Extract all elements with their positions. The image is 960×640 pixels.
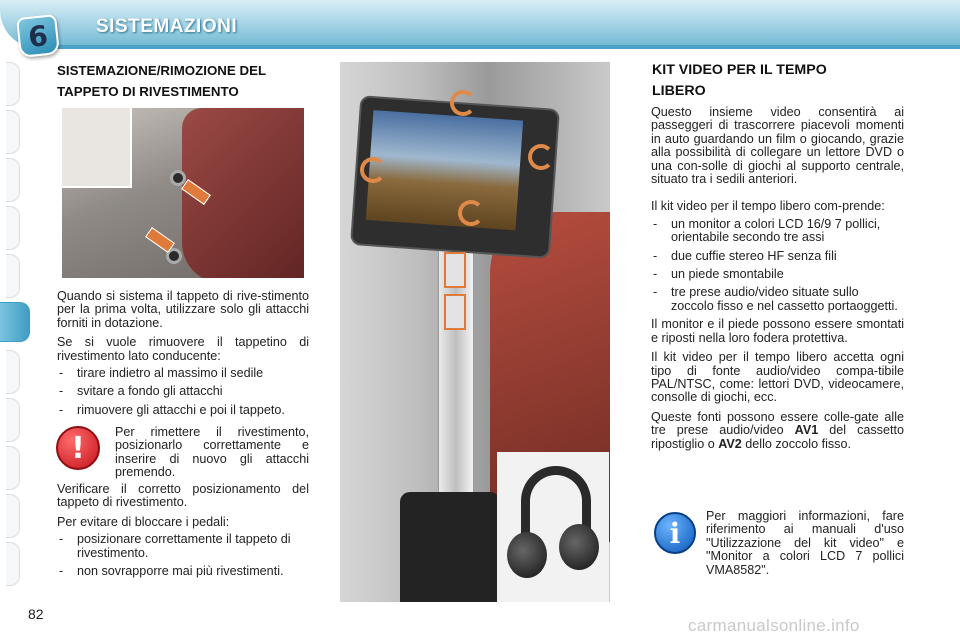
contents-intro: Il kit video per il tempo libero com-prende: <box>651 199 885 214</box>
arrow-down-icon <box>444 294 466 330</box>
rotate-arrow-icon <box>458 200 484 226</box>
chapter-number: 6 <box>26 18 50 54</box>
video-kit-intro: Questo insieme video consentirà ai passeggeri di trascorrere piacevoli momenti in auto guardando un film o giocando, grazie alla possibilità di collegare un lettore DVD o una con-solle di giochi al supporto centrale, situato tra i sedili anteriori. <box>651 105 904 187</box>
chapter-tab[interactable] <box>6 446 20 490</box>
list-item: - svitare a fondo gli attacchi <box>57 385 309 398</box>
ear-cup <box>559 524 599 570</box>
warning-icon: ! <box>56 426 100 470</box>
av2-label: AV2 <box>718 436 742 451</box>
header-divider <box>44 45 960 49</box>
chapter-tab[interactable] <box>6 254 20 298</box>
check-position: Verificare il corretto posizionamento del tappeto di rivestimento. <box>57 482 309 510</box>
list-item: - due cuffie stereo HF senza fili <box>651 250 904 263</box>
list-item: - rimuovere gli attacchi e poi il tappeto. <box>57 404 309 417</box>
floor-mat-heading: SISTEMAZIONE/RIMOZIONE DEL TAPPETO DI RIVESTIMENTO <box>57 63 267 99</box>
cover-text: Il monitor e il piede possono essere smontati e riposti nella loro fodera protettiva. <box>651 317 904 345</box>
video-kit-text <box>651 106 904 457</box>
floor-mat-text <box>57 290 309 422</box>
video-kit-heading: KIT VIDEO PER IL TEMPO LIBERO <box>652 62 827 99</box>
list-item: - posizionare correttamente il tappeto di rivestimento. <box>57 533 309 560</box>
rotate-arrow-icon <box>528 144 554 170</box>
arrow-up-icon <box>444 252 466 288</box>
chapter-tab[interactable] <box>6 350 20 394</box>
floor-mat-illustration <box>62 108 304 278</box>
center-console-base <box>400 492 500 602</box>
list-item: - tirare indietro al massimo il sedile <box>57 367 309 380</box>
page-number: 82 <box>28 606 44 622</box>
monitor-screen <box>366 110 523 230</box>
watermark: carmanualsonline.info <box>688 616 860 635</box>
ear-cup <box>507 532 547 578</box>
info-icon: i <box>654 512 696 554</box>
arrow-icon <box>145 227 175 253</box>
warning-text: Per rimettere il rivestimento, posizionarlo correttamente e inserire di nuovo gli attacchi premendo. <box>115 425 309 480</box>
list-item: - tre prese audio/video situate sullo zoccolo fisso e nel cassetto portaoggetti. <box>651 286 904 313</box>
chapter-tab[interactable] <box>6 206 20 250</box>
warning-text-block <box>115 426 309 486</box>
info-text: Per maggiori informazioni, fare riferimento ai manuali d'uso "Utilizzazione del kit video" e "Monitor a colori LCD 7 pollici VMA8582". <box>706 509 904 577</box>
chapter-tab[interactable] <box>6 158 20 202</box>
headphones-illustration <box>497 452 609 602</box>
chapter-tab[interactable] <box>6 494 20 538</box>
chapter-tab[interactable] <box>6 110 20 154</box>
list-item: - non sovrapporre mai più rivestimenti. <box>57 565 309 578</box>
chapter-tab-rail <box>0 62 22 582</box>
av1-label: AV1 <box>794 423 819 438</box>
chapter-tab[interactable] <box>6 398 20 442</box>
list-item: - un piede smontabile <box>651 268 904 281</box>
remove-intro: Se si vuole rimuovere il tappetino di rivestimento lato conducente: <box>57 335 309 363</box>
sources-text: Il kit video per il tempo libero accetta ogni tipo di fonte audio/video compa-tibile PAL/NTSC, come: lettori DVD, videocamere, consolle di giochi, ecc. <box>651 350 904 405</box>
chapter-tab[interactable] <box>6 62 20 106</box>
page-title: SISTEMAZIONI <box>96 16 238 37</box>
rotate-arrow-icon <box>360 157 386 183</box>
chapter-badge <box>16 14 60 58</box>
fastener-detail-inset <box>62 108 132 188</box>
list-item: - un monitor a colori LCD 16/9 7 pollici, orientabile secondo tre assi <box>651 218 904 245</box>
chapter-tab-active[interactable] <box>0 302 30 342</box>
info-text-block <box>706 510 904 583</box>
floor-mat-intro: Quando si sistema il tappeto di rive-stimento per la prima volta, utilizzare solo gli attacchi forniti in dotazione. <box>57 289 309 330</box>
chapter-tab[interactable] <box>6 542 20 586</box>
floor-mat-text-bottom <box>57 483 309 583</box>
connect-text: Queste fonti possono essere colle-gate alle tre prese audio/video AV1 del cassetto ripostiglio o AV2 dello zoccolo fisso. <box>651 409 904 451</box>
pedals-intro: Per evitare di bloccare i pedali: <box>57 514 230 529</box>
rotate-arrow-icon <box>450 90 476 116</box>
